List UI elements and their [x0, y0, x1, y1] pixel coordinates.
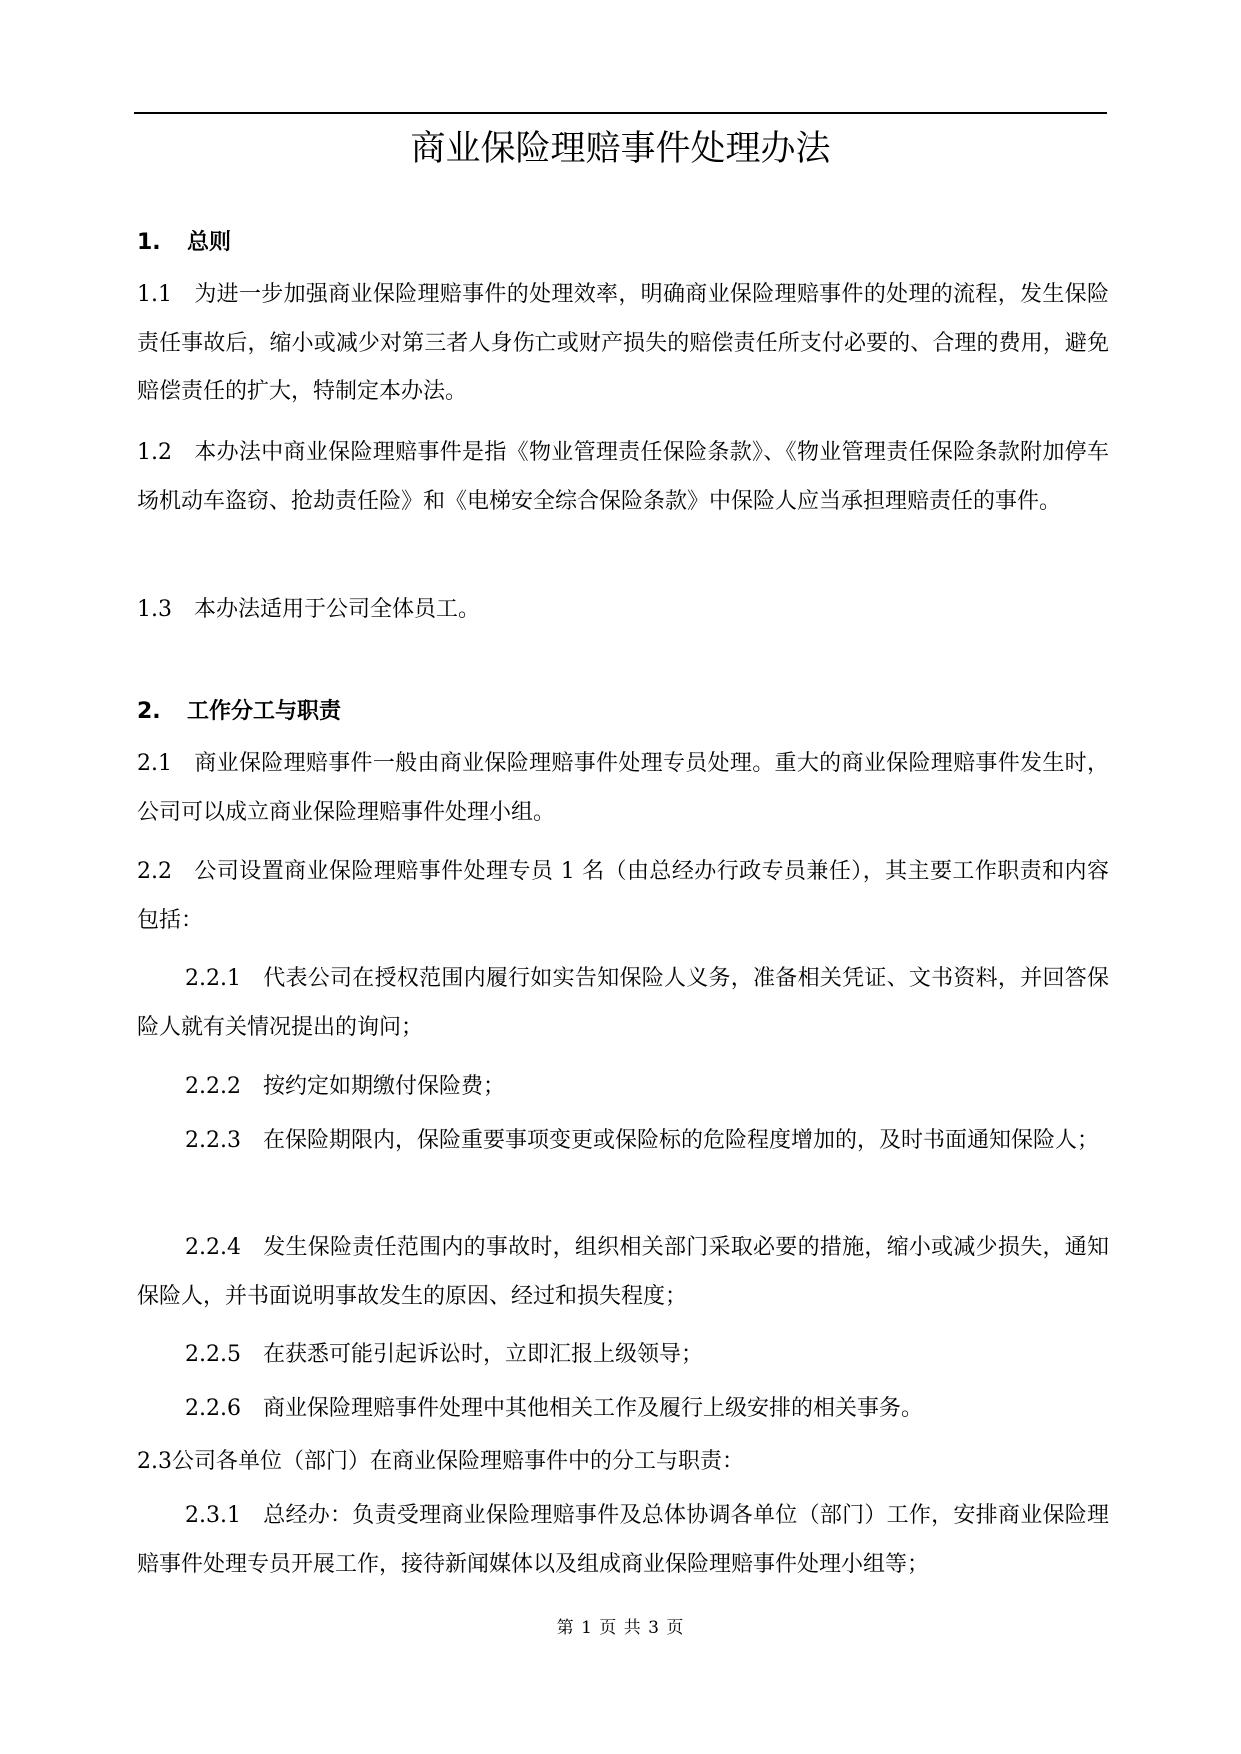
clause-number: 2.2	[137, 859, 172, 884]
clause-number: 1.3	[137, 597, 172, 622]
clause-text: 本办法中商业保险理赔事件是指《物业管理责任保险条款》、《物业管理责任保险条款附加停车场机动车盗窃、抢劫责任险》和《电梯安全综合保险条款》中保险人应当承担理赔责任的事件。	[137, 440, 1109, 514]
paragraph-2-2-5	[137, 1331, 1109, 1380]
clause-number: 2.1	[137, 751, 172, 776]
clause-text: 在获悉可能引起诉讼时，立即汇报上级领导；	[262, 1342, 703, 1367]
clause-text: 总经办：负责受理商业保险理赔事件及总体协调各单位（部门）工作，安排商业保险理赔事件处理专员开展工作，接待新闻媒体以及组成商业保险理赔事件处理小组等；	[137, 1503, 1109, 1577]
clause-text: 商业保险理赔事件一般由商业保险理赔事件处理专员处理。重大的商业保险理赔事件发生时，公司可以成立商业保险理赔事件处理小组。	[137, 751, 1109, 825]
paragraph-1-2	[137, 429, 1109, 526]
clause-number: 2.2.5	[185, 1342, 241, 1367]
clause-number: 2.3	[137, 1449, 172, 1474]
paragraph-1-1	[137, 271, 1109, 417]
section-number: 2.	[137, 699, 161, 724]
paragraph-2-2-1	[137, 955, 1109, 1052]
clause-text: 按约定如期缴付保险费；	[262, 1074, 505, 1099]
paragraph-2-2-3	[137, 1117, 1109, 1166]
clause-number: 2.3.1	[185, 1503, 241, 1528]
clause-number: 2.2.4	[185, 1235, 241, 1260]
paragraph-2-2-2	[137, 1063, 1109, 1112]
paragraph-2-2-4	[137, 1224, 1109, 1321]
clause-number: 2.2.1	[185, 966, 241, 991]
paragraph-2-1	[137, 740, 1109, 837]
clause-text: 发生保险责任范围内的事故时，组织相关部门采取必要的措施，缩小或减少损失，通知保险人，并书面说明事故发生的原因、经过和损失程度；	[137, 1235, 1109, 1309]
clause-text: 代表公司在授权范围内履行如实告知保险人义务，准备相关凭证、文书资料，并回答保险人就有关情况提出的询问；	[137, 966, 1109, 1040]
clause-number: 2.2.6	[185, 1396, 241, 1421]
paragraph-2-2	[137, 848, 1109, 945]
clause-number: 1.2	[137, 440, 172, 465]
paragraph-2-2-6	[137, 1385, 1109, 1434]
section-heading-2	[137, 697, 341, 727]
header-rule	[134, 112, 1107, 114]
paragraph-2-3	[137, 1438, 1109, 1487]
clause-number: 2.2.3	[185, 1128, 241, 1153]
clause-text: 公司设置商业保险理赔事件处理专员 1 名（由总经办行政专员兼任），其主要工作职责和内容包括：	[137, 859, 1109, 933]
clause-text: 在保险期限内，保险重要事项变更或保险标的危险程度增加的，及时书面通知保险人；	[262, 1128, 1099, 1153]
clause-text: 公司各单位（部门）在商业保险理赔事件中的分工与职责：	[172, 1449, 745, 1474]
page-footer: 第 1 页 共 3 页	[556, 1618, 685, 1638]
clause-number: 1.1	[137, 282, 172, 307]
clause-text: 本办法适用于公司全体员工。	[194, 597, 481, 622]
document-title: 商业保险理赔事件处理办法	[410, 129, 831, 169]
paragraph-2-3-1	[137, 1492, 1109, 1589]
section-heading-1	[137, 228, 231, 258]
section-number: 1.	[137, 230, 161, 255]
clause-text: 商业保险理赔事件处理中其他相关工作及履行上级安排的相关事务。	[262, 1396, 923, 1421]
section-title: 工作分工与职责	[187, 699, 342, 724]
clause-number: 2.2.2	[185, 1074, 241, 1099]
clause-text: 为进一步加强商业保险理赔事件的处理效率，明确商业保险理赔事件的处理的流程，发生保险责任事故后，缩小或减少对第三者人身伤亡或财产损失的赔偿责任所支付必要的、合理的费用，避免赔偿责任的扩大，特制定本办法。	[137, 282, 1109, 404]
paragraph-1-3	[137, 586, 1109, 635]
section-title: 总则	[187, 230, 232, 255]
